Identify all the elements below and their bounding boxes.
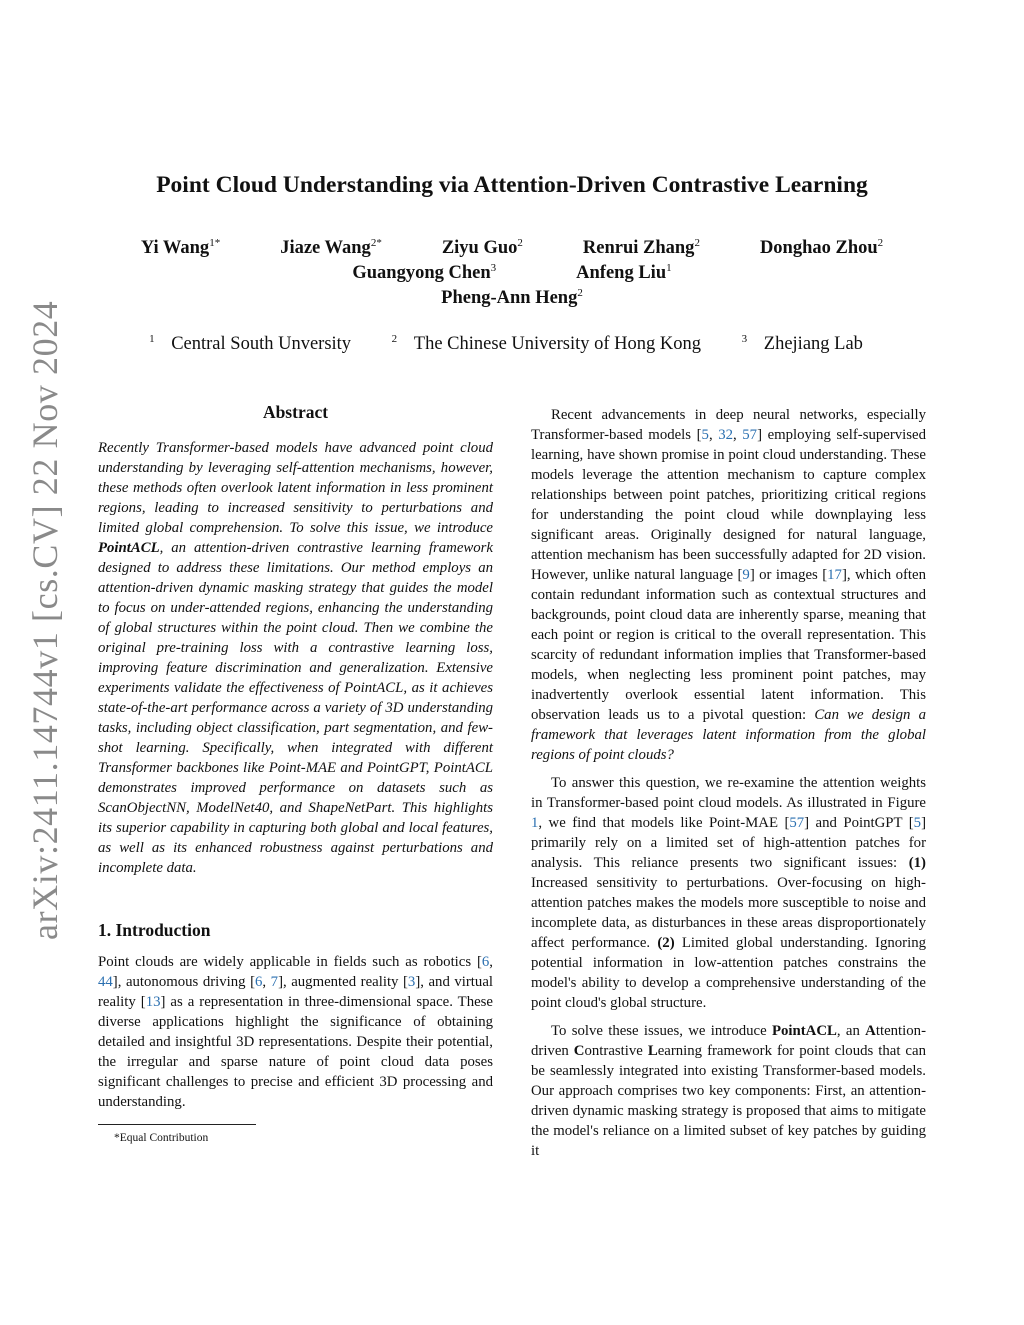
- body-paragraph: To solve these issues, we introduce PointACL, an Attention-driven Contrastive Learning framework for point clouds that can be seamlessly integrated into existing Transformer-based models. Our approach comprises two key components: First, an attention-driven dynamic masking strategy is proposed that aims to mitigate the model's reliance on a limited subset of key patches by guiding it: [531, 1023, 926, 1159]
- affiliation: $^1$ Central South Unversity: [149, 332, 352, 354]
- citation-link[interactable]: 5: [913, 815, 922, 831]
- footnote-rule: [98, 1124, 256, 1125]
- citation-link[interactable]: 6: [481, 954, 490, 970]
- abstract-text: Recently Transformer-based models have advanced point cloud understanding by leveraging self-attention mechanisms, however, these methods often overlook latent information in less prominent regions, leading to increased sensitivity to perturbations and limited global comprehension. To solve this issue, we introduce PointACL, an attention-driven contrastive learning framework designed to address these limitations. Our method employs an attention-driven dynamic masking strategy that guides the model to focus on under-attended regions, enhancing the understanding of global structures within the point cloud. Then we combine the original pre-training loss with a contrastive learning loss, improving feature discrimination and generalization. Extensive experiments validate the effectiveness of PointACL, as it achieves state-of-the-art performance across a variety of 3D understanding tasks, including object classification, part segmentation, and few-shot learning. Specifically, when integrated with different Transformer backbones like Point-MAE and PointGPT, PointACL demonstrates improved performance on datasets such as ScanObjectNN, ModelNet40, and ShapeNetPart. This highlights its superior capability in capturing both global and local features, as well as its enhanced robustness against perturbations and incomplete data.: [98, 440, 493, 876]
- body-paragraph: Recent advancements in deep neural networks, especially Transformer-based models [5, 32, 57] employing self-supervised learning, have shown promise in point cloud understanding. These models leverage the attention mechanism to capture complex relationships between point patches, prioritizing critical regions for understanding the point cloud while downplaying less significant areas. Originally designed for natural language, attention mechanism has been successfully adapted for 2D vision. However, unlike natural language [9] or images [17], which often contain redundant information such as contextual structures and backgrounds, point cloud data are inherently sparse, meaning that each point or region is critical to the overall representation. This scarcity of redundant information implies that Transformer-based models, when neglecting less prominent point patches, may inadvertently overlook essential latent information. This observation leads us to a pivotal question: Can we design a framework that leverages latent information from the global regions of point clouds?: [531, 407, 926, 763]
- author: Yi Wang$^{1*}$: [140, 236, 221, 258]
- affiliation-list: [0, 334, 1024, 355]
- author: Renrui Zhang$^2$: [582, 236, 700, 258]
- author: Pheng-Ann Heng$^2$: [441, 286, 583, 308]
- author: Donghao Zhou$^2$: [759, 236, 884, 258]
- introduction-heading: 1. Introduction: [98, 920, 211, 940]
- author: Guangyong Chen$^3$: [352, 261, 497, 283]
- citation-link[interactable]: 6: [255, 974, 263, 990]
- author: Jiaze Wang$^{2*}$: [280, 236, 382, 258]
- affiliation: $^3$ Zhejiang Lab: [741, 332, 863, 354]
- citation-link[interactable]: 5: [701, 427, 709, 443]
- citation-link[interactable]: 57: [742, 427, 758, 443]
- abstract-heading: Abstract: [262, 402, 329, 422]
- paper-title: Point Cloud Understanding via Attention-Driven Contrastive Learning: [156, 172, 868, 198]
- author-list: [0, 238, 1024, 313]
- right-column: [531, 405, 926, 1161]
- citation-link[interactable]: 17: [827, 567, 842, 583]
- body-paragraph: To answer this question, we re-examine the attention weights in Transformer-based point cloud models. As illustrated in Figure 1, we find that models like Point-MAE [57] and PointGPT [5] primarily rely on a limited set of high-attention patches for analysis. This reliance presents two significant issues: (1) Increased sensitivity to perturbations. Over-focusing on high-attention patches makes the models more susceptible to noise and incomplete data, as disturbances in these areas disproportionately affect performance. (2) Limited global understanding. Ignoring potential information in low-attention patches constrains the model's ability to develop a comprehensive understanding of the point cloud's global structure.: [531, 775, 926, 1011]
- citation-link[interactable]: 3: [407, 974, 416, 990]
- citation-link[interactable]: 32: [718, 427, 734, 443]
- affiliation: $^2$ The Chinese University of Hong Kong: [391, 332, 702, 354]
- author: Anfeng Liu$^1$: [576, 261, 672, 283]
- citation-link[interactable]: 7: [270, 974, 279, 990]
- citation-link[interactable]: 13: [145, 994, 161, 1010]
- citation-link[interactable]: 9: [742, 567, 750, 583]
- intro-paragraph: Point clouds are widely applicable in fields such as robotics [6, 44], autonomous driving [6, 7], augmented reality [3], and virtual reality [13] as a representation in three-dimensional space. These diverse applications highlight the significance of obtaining detailed and insightful 3D representations. Despite their potential, the irregular and sparse nature of point cloud data poses significant challenges to precise and efficient 3D processing and understanding.: [98, 954, 493, 1110]
- left-column: [98, 402, 493, 1145]
- author: Ziyu Guo$^2$: [441, 236, 523, 258]
- citation-link[interactable]: 44: [98, 974, 113, 990]
- arxiv-identifier-sidebar: arXiv:2411.14744v1 [cs.CV] 22 Nov 2024: [25, 300, 65, 940]
- figure-link[interactable]: 1: [531, 815, 539, 831]
- citation-link[interactable]: 57: [789, 815, 805, 831]
- footnote: *Equal Contribution: [114, 1132, 209, 1144]
